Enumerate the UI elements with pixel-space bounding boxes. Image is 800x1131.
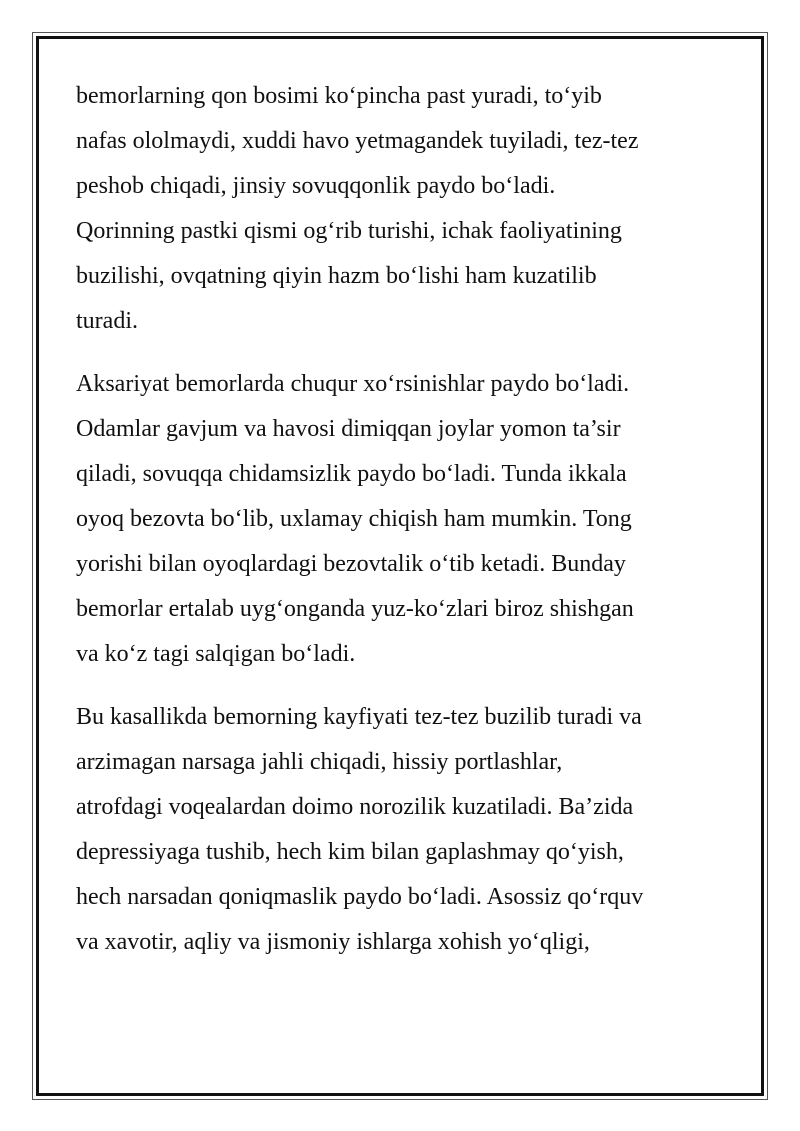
text-line: Aksariyat bemorlarda chuqur xo‘rsinishlar paydo bo‘ladi. bbox=[76, 371, 630, 397]
text-line: nafas ololmaydi, xuddi havo yetmagandek tuyiladi, tez-tez bbox=[76, 128, 639, 154]
text-line: Qorinning pastki qismi og‘rib turishi, ichak faoliyatining bbox=[76, 218, 622, 244]
paragraph-2 bbox=[76, 364, 736, 679]
text-line: depressiyaga tushib, hech kim bilan gaplashmay qo‘yish, bbox=[76, 839, 624, 865]
paragraph-1 bbox=[76, 76, 736, 346]
text-line: bemorlarning qon bosimi ko‘pincha past yuradi, to‘yib bbox=[76, 83, 602, 109]
paragraph-3 bbox=[76, 697, 736, 967]
text-line: oyoq bezovta bo‘lib, uxlamay chiqish ham mumkin. Tong bbox=[76, 506, 632, 532]
text-line: va xavotir, aqliy va jismoniy ishlarga xohish yo‘qligi, bbox=[76, 929, 590, 955]
page-content bbox=[76, 76, 736, 985]
text-line: atrofdagi voqealardan doimo norozilik kuzatiladi. Ba’zida bbox=[76, 794, 634, 820]
text-line: hech narsadan qoniqmaslik paydo bo‘ladi. Asossiz qo‘rquv bbox=[76, 884, 644, 910]
text-line: buzilishi, ovqatning qiyin hazm bo‘lishi ham kuzatilib bbox=[76, 263, 597, 289]
text-line: yorishi bilan oyoqlardagi bezovtalik o‘tib ketadi. Bunday bbox=[76, 551, 626, 577]
text-line: Bu kasallikda bemorning kayfiyati tez-tez buzilib turadi va bbox=[76, 704, 642, 730]
text-line: qiladi, sovuqqa chidamsizlik paydo bo‘ladi. Tunda ikkala bbox=[76, 461, 627, 487]
text-line: turadi. bbox=[76, 308, 138, 334]
text-line: arzimagan narsaga jahli chiqadi, hissiy portlashlar, bbox=[76, 749, 563, 775]
text-line: bemorlar ertalab uyg‘onganda yuz-ko‘zlari biroz shishgan bbox=[76, 596, 634, 622]
text-line: va ko‘z tagi salqigan bo‘ladi. bbox=[76, 641, 356, 667]
text-line: peshob chiqadi, jinsiy sovuqqonlik paydo bo‘ladi. bbox=[76, 173, 556, 199]
text-line: Odamlar gavjum va havosi dimiqqan joylar yomon ta’sir bbox=[76, 416, 621, 442]
